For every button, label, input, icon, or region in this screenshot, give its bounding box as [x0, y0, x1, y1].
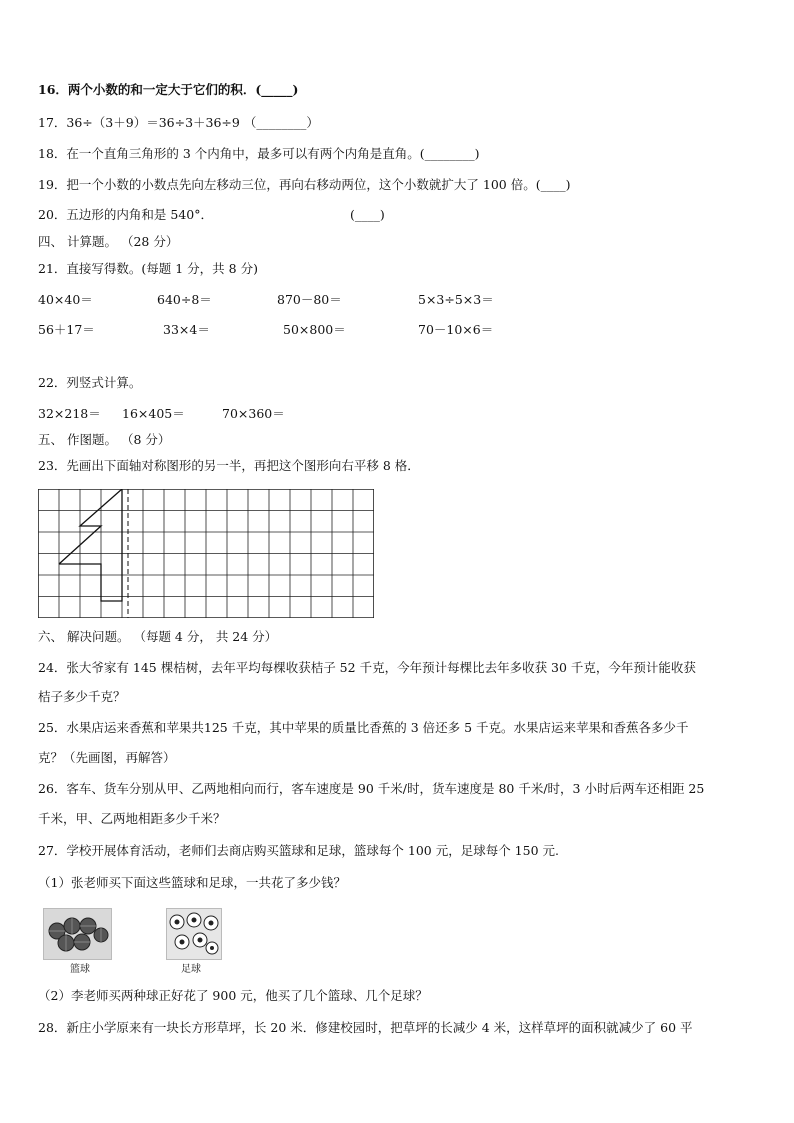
football-caption: 足球 [181, 964, 201, 975]
vertical-calc-item: 32×218＝ [38, 406, 101, 421]
calc-item: 640÷8＝ [157, 292, 212, 307]
drawing-grid-svg [38, 489, 374, 618]
question-27-part2: （2）李老师买两种球正好花了 900 元，他买了几个篮球、几个足球？ [38, 988, 428, 1003]
section-6-heading: 六、 解决问题。 （每题 4 分， 共 24 分） [38, 629, 278, 644]
question-27: 27．学校开展体育活动，老师们去商店购买篮球和足球，篮球每个 100 元，足球每个 150 元. [38, 843, 559, 858]
section-4-heading: 四、 计算题。 （28 分） [38, 234, 179, 249]
basketball-group-icon [43, 908, 112, 960]
calc-item: 56＋17＝ [38, 322, 95, 337]
question-22: 22．列竖式计算。 [38, 375, 142, 390]
question-27-part1: （1）张老师买下面这些篮球和足球，一共花了多少钱？ [38, 875, 346, 890]
football-group-icon [166, 908, 222, 960]
vertical-calc-item: 70×360＝ [222, 406, 285, 421]
question-18: 18．在一个直角三角形的 3 个内角中，最多可以有两个内角是直角。(________) [38, 146, 480, 161]
question-24-line2: 桔子多少千克？ [38, 689, 126, 704]
calc-item: 70－10×6＝ [418, 322, 494, 337]
question-21: 21．直接写得数。(每题 1 分，共 8 分) [38, 261, 258, 276]
question-26-line1: 26．客车、货车分别从甲、乙两地相向而行，客车速度是 90 千米/时，货车速度是 80 千米/时，3 小时后两车还相距 25 [38, 781, 705, 796]
calc-item: 50×800＝ [283, 322, 346, 337]
calc-item: 5×3÷5×3＝ [418, 292, 494, 307]
question-24-line1: 24．张大爷家有 145 棵桔树，去年平均每棵收获桔子 52 千克，今年预计每棵比去年多收获 30 千克，今年预计能收获 [38, 660, 696, 675]
question-19: 19．把一个小数的小数点先向左移动三位，再向右移动两位，这个小数就扩大了 100 倍。(____) [38, 177, 571, 192]
question-17: 17．36÷（3＋9）＝36÷3＋36÷9 （________） [38, 115, 319, 130]
question-25-line1: 25．水果店运来香蕉和苹果共125 千克，其中苹果的质量比香蕉的 3 倍还多 5 千克。水果店运来苹果和香蕉各多少千 [38, 720, 689, 735]
question-25-line2: 克？（先画图，再解答） [38, 750, 176, 765]
question-26-line2: 千米，甲、乙两地相距多少千米？ [38, 811, 226, 826]
section-5-heading: 五、 作图题。 （8 分） [38, 432, 171, 447]
question-20: 20．五边形的内角和是 540°． [38, 207, 213, 222]
calc-item: 870－80＝ [277, 292, 342, 307]
calc-item: 40×40＝ [38, 292, 93, 307]
drawing-grid [38, 489, 374, 618]
basketball-caption: 篮球 [70, 964, 90, 975]
vertical-calc-item: 16×405＝ [122, 406, 185, 421]
question-23: 23．先画出下面轴对称图形的另一半，再把这个图形向右平移 8 格． [38, 458, 420, 473]
question-28: 28．新庄小学原来有一块长方形草坪，长 20 米．修建校园时，把草坪的长减少 4 米，这样草坪的面积就减少了 60 平 [38, 1020, 693, 1035]
calc-item: 33×4＝ [163, 322, 210, 337]
half-figure [59, 489, 122, 601]
question-16: 16．两个小数的和一定大于它们的积．(_____) [38, 82, 299, 97]
question-20-blank: (____) [350, 207, 385, 222]
